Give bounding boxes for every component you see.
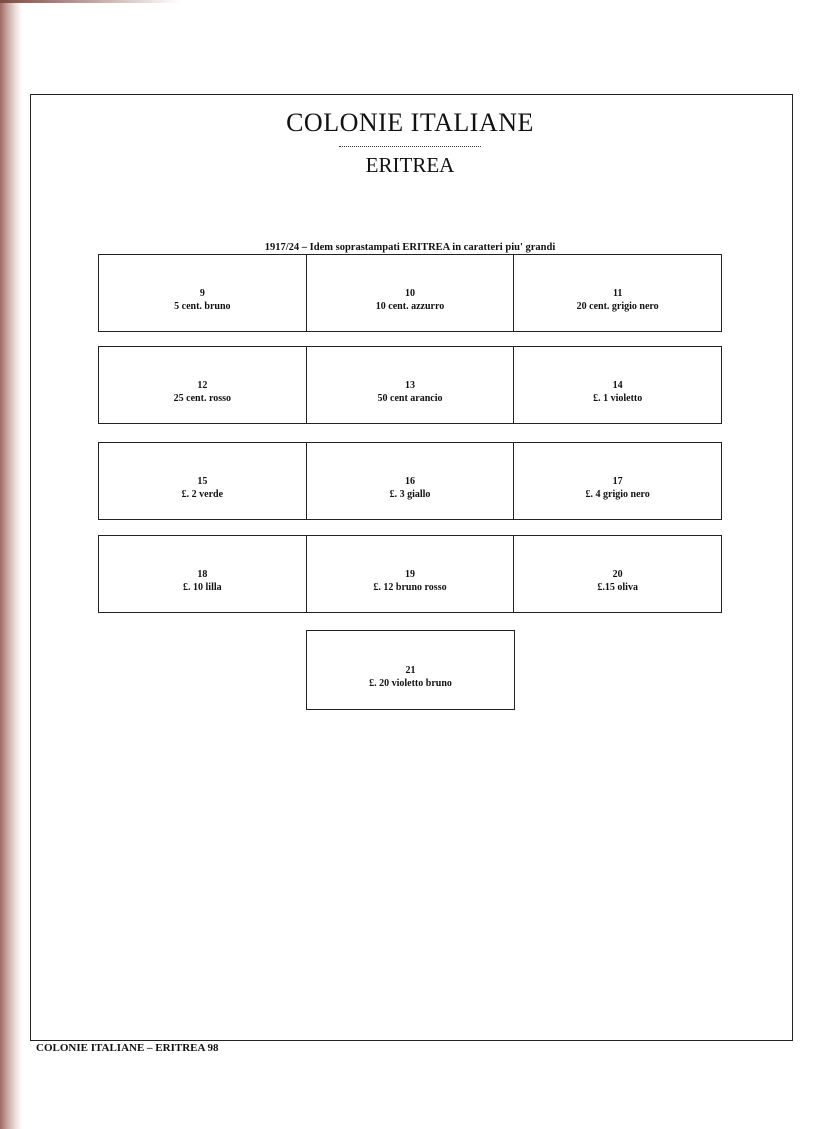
- stamp-description: £. 10 lilla: [183, 582, 222, 593]
- stamp-slot[interactable]: [307, 347, 515, 423]
- page-footer: COLONIE ITALIANE – ERITREA 98: [36, 1042, 219, 1054]
- stamp-description: £. 12 bruno rosso: [373, 582, 447, 593]
- stamp-slot[interactable]: [307, 536, 515, 612]
- stamp-slot[interactable]: [99, 255, 307, 331]
- stamp-description: £. 20 violetto bruno: [369, 678, 452, 689]
- stamp-description: £. 2 verde: [181, 489, 224, 500]
- page-subtitle: ERITREA: [365, 153, 455, 177]
- stamp-row-3: [98, 442, 722, 520]
- stamp-number: 10: [405, 288, 415, 299]
- stamp-description: £. 4 grigio nero: [585, 489, 650, 500]
- stamp-number: 14: [612, 380, 623, 391]
- stamp-row-1: [98, 254, 722, 332]
- stamp-description: 50 cent arancio: [377, 393, 443, 404]
- stamp-number: 9: [199, 288, 205, 299]
- stamp-description: £. 1 violetto: [593, 393, 643, 404]
- stamp-row-2: [98, 346, 722, 424]
- stamp-number: 17: [612, 476, 623, 487]
- stamp-slot[interactable]: [307, 631, 514, 709]
- page-title: COLONIE ITALIANE: [286, 108, 534, 137]
- stamp-slot[interactable]: [514, 536, 721, 612]
- stamp-slot[interactable]: [514, 347, 721, 423]
- stamp-slot[interactable]: [514, 255, 721, 331]
- stamp-slot[interactable]: [99, 347, 307, 423]
- stamp-number: 16: [405, 476, 415, 487]
- stamp-number: 12: [197, 380, 208, 391]
- stamp-slot[interactable]: [307, 443, 515, 519]
- page-top-shadow: [0, 0, 180, 3]
- stamp-row-4: [98, 535, 722, 613]
- stamp-slot[interactable]: [514, 443, 721, 519]
- stamp-row-5: [306, 630, 515, 710]
- stamp-description: £. 3 giallo: [389, 489, 431, 500]
- stamp-description: £.15 oliva: [597, 582, 638, 593]
- stamp-description: 20 cent. grigio nero: [576, 301, 659, 312]
- stamp-slot[interactable]: [99, 443, 307, 519]
- stamp-description: 5 cent. bruno: [174, 301, 231, 312]
- stamp-number: 15: [197, 476, 208, 487]
- issue-caption: 1917/24 – Idem soprastampati ERITREA in caratteri piu' grandi: [264, 242, 556, 253]
- stamp-number: 11: [612, 288, 623, 299]
- stamp-description: 10 cent. azzurro: [375, 301, 445, 312]
- stamp-description: 25 cent. rosso: [173, 393, 231, 404]
- stamp-number: 20: [612, 569, 623, 580]
- stamp-slot[interactable]: [307, 255, 515, 331]
- stamp-number: 21: [405, 665, 416, 676]
- stamp-slot[interactable]: [99, 536, 307, 612]
- stamp-number: 13: [405, 380, 415, 391]
- stamp-number: 18: [197, 569, 208, 580]
- stamp-number: 19: [405, 569, 415, 580]
- title-divider: [339, 146, 481, 147]
